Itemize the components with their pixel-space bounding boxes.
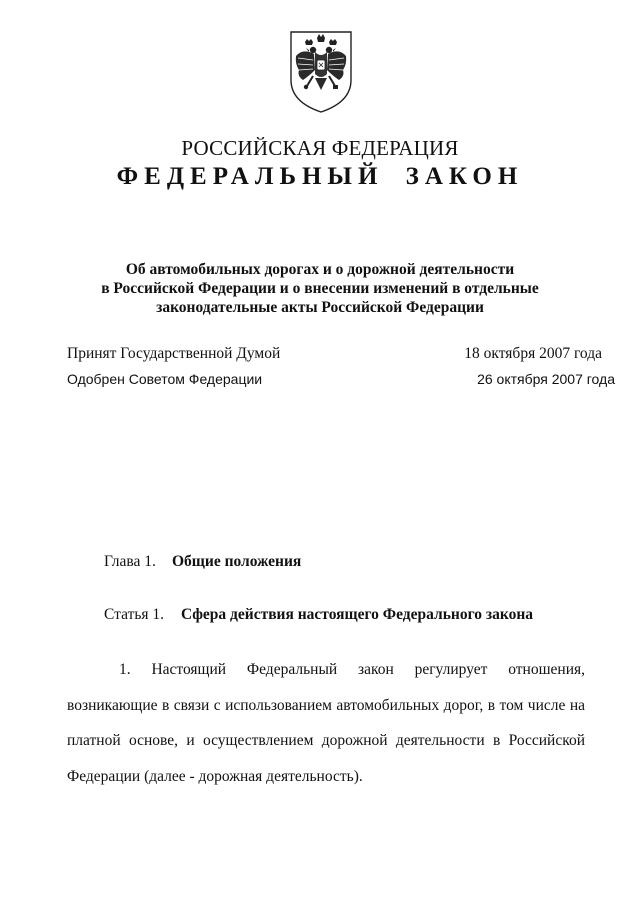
duma-label: Принят Государственной Думой bbox=[67, 345, 281, 362]
article-body bbox=[67, 652, 585, 794]
law-title-line: законодательные акты Российской Федерации bbox=[156, 299, 484, 316]
article-paragraph: 1. Настоящий Федеральный закон регулирует отношения, возникающие в связи с использованием автомобильных дорог, в том числе на платной основе, и осуществлением дорожной деятельности в Российской Федерации (далее - дорожная деятельность). bbox=[67, 661, 585, 785]
coat-of-arms-icon bbox=[287, 28, 355, 116]
chapter-number: Глава 1. bbox=[104, 553, 156, 570]
chapter-heading bbox=[104, 553, 301, 571]
council-approval-row bbox=[67, 371, 615, 393]
council-date: 26 октября 2007 года bbox=[477, 371, 615, 387]
chapter-title: Общие положения bbox=[172, 553, 302, 570]
council-label: Одобрен Советом Федерации bbox=[67, 371, 263, 387]
article-title: Сфера действия настоящего Федерального закона bbox=[181, 606, 534, 623]
law-type: ФЕДЕРАЛЬНЫЙ ЗАКОН bbox=[116, 163, 524, 190]
duma-adoption-row bbox=[67, 345, 615, 367]
article-number: Статья 1. bbox=[104, 606, 165, 623]
article-heading bbox=[104, 606, 533, 624]
country-name: РОССИЙСКАЯ ФЕДЕРАЦИЯ bbox=[181, 136, 459, 160]
duma-date: 18 октября 2007 года bbox=[464, 345, 602, 362]
law-title bbox=[60, 260, 580, 317]
law-title-line: в Российской Федерации и о внесении изменений в отдельные bbox=[101, 280, 539, 297]
law-title-line: Об автомобильных дорогах и о дорожной деятельности bbox=[125, 261, 515, 278]
